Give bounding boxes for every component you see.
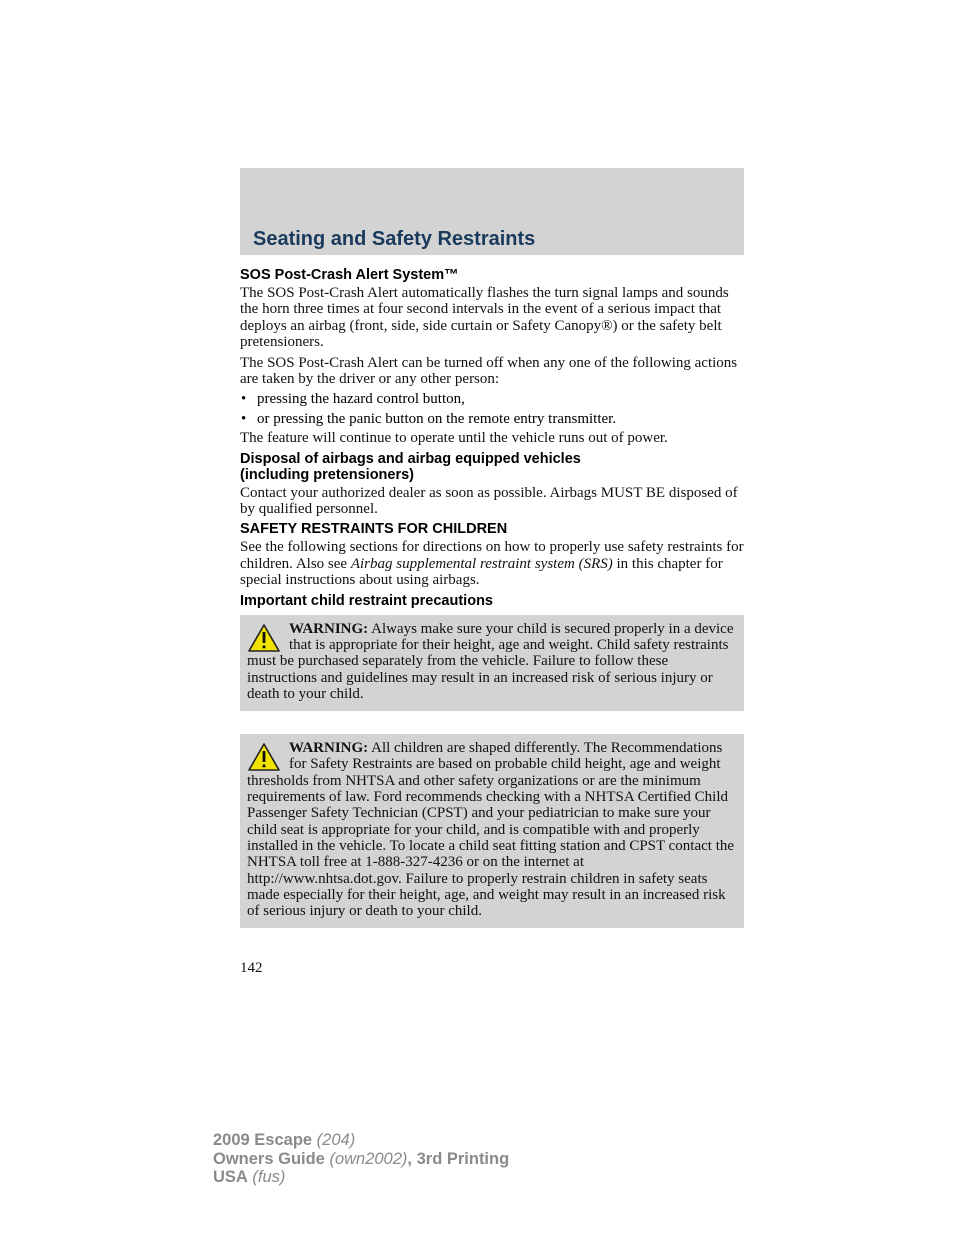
warning-box — [240, 734, 744, 928]
warning-label: WARNING: — [289, 740, 369, 757]
warning-triangle-icon — [247, 742, 281, 772]
warning-text: Always make sure your child is secured properly in a device that is appropriate for their height, age and weight. Child safety restraints must be purchased separately from the vehicle. Failure to follow these instructions and guidelines may result in an increased risk of serious injury or death to your child. — [247, 620, 734, 702]
children-text-start: See the following sections for directions on how to properly use safety restraints for children. Also see — [240, 539, 744, 572]
warning-label: WARNING: — [289, 620, 369, 637]
sos-paragraph-2: The SOS Post-Crash Alert can be turned off when any one of the following actions are taken by the driver or any other person: — [240, 354, 738, 388]
list-item: • pressing the hazard control button, — [241, 391, 465, 408]
list-item: • or pressing the panic button on the remote entry transmitter. — [241, 410, 617, 427]
precautions-heading: Important child restraint precautions — [240, 592, 493, 609]
footer-line-2: Owners Guide (own2002), 3rd Printing — [213, 1149, 510, 1168]
children-paragraph — [240, 539, 744, 588]
section-header-band — [240, 168, 744, 255]
document-footer — [213, 1131, 509, 1187]
bullet-text: pressing the hazard control button, — [257, 391, 465, 408]
footer-line-1: 2009 Escape (204) — [213, 1131, 356, 1149]
sos-paragraph-3: The feature will continue to operate until the vehicle runs out of power. — [240, 430, 668, 447]
section-title: Seating and Safety Restraints — [253, 228, 536, 250]
bullet-text: or pressing the panic button on the remote entry transmitter. — [257, 410, 617, 427]
warning-box — [240, 615, 744, 711]
disposal-heading-line2: (including pretensioners) — [240, 466, 415, 483]
children-heading: SAFETY RESTRAINTS FOR CHILDREN — [240, 521, 508, 538]
sos-heading: SOS Post-Crash Alert System™ — [240, 267, 459, 283]
disposal-heading — [240, 451, 744, 483]
sos-paragraph-1: The SOS Post-Crash Alert automatically flashes the turn signal lamps and sounds the horn three times at four second intervals in the event of a serious impact that deploys an airbag (front, side, side curtain or Safety Canopy®) or the safety belt pretensioners. — [240, 285, 729, 351]
disposal-heading-line1: Disposal of airbags and airbag equipped vehicles — [240, 450, 581, 467]
children-text-end: in this chapter for special instructions about using airbags. — [240, 555, 723, 589]
footer-line-3: USA (fus) — [213, 1168, 286, 1186]
disposal-paragraph: Contact your authorized dealer as soon as possible. Airbags MUST BE disposed of by qualified personnel. — [240, 484, 738, 518]
warning-triangle-icon — [247, 623, 281, 653]
warning-text: All children are shaped differently. The Recommendations for Safety Restraints are based on probable child height, age and weight thresholds from NHTSA and other safety organizations or are the minimum requirements of law. Ford recommends checking with a NHTSA Certified Child Passenger Safety Technician (CPST) and your pediatrician to make sure your child seat is appropriate for your child, and is compatible with and properly installed in the vehicle. To locate a child seat fitting station and CPST contact the NHTSA toll free at 1-888-327-4236 or on the internet at http://www.nhtsa.dot.gov. Failure to properly restrain children in safety seats made especially for their height, age, and weight may result in an increased risk of serious injury or death to your child. — [247, 740, 735, 920]
page-content — [240, 264, 744, 928]
srs-reference: Airbag supplemental restraint system (SRS) — [350, 555, 613, 572]
page-number: 142 — [240, 960, 263, 976]
